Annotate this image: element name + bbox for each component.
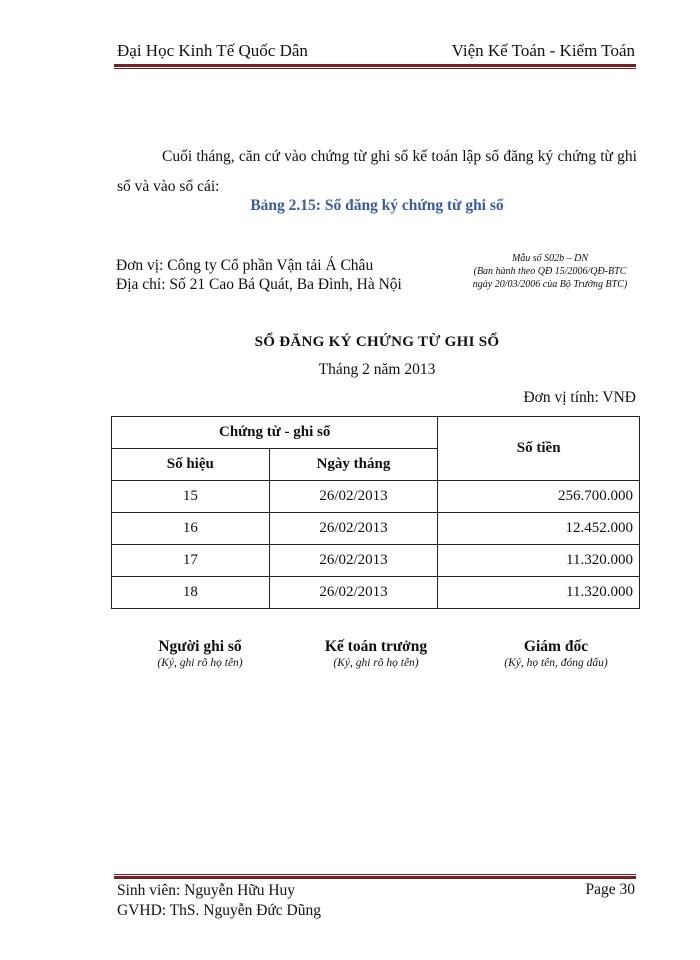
table-caption: Bảng 2.15: Sổ đăng ký chứng từ ghi sổ [250, 197, 504, 214]
footer-advisor: GVHD: ThS. Nguyễn Đức Dũng [117, 902, 322, 919]
header-school: Đại Học Kinh Tế Quốc Dân [117, 41, 308, 60]
form-note: (Ban hành theo QĐ 15/2006/QĐ-BTC ngày 20/03/2006 của Bộ Trưởng BTC) [472, 266, 628, 290]
register-table [111, 416, 640, 609]
unit-name: Đơn vị: Công ty Cổ phần Vận tải Á Châu [116, 257, 374, 274]
cell-date: 26/02/2013 [269, 481, 438, 513]
cell-number: 18 [112, 577, 270, 609]
page-number: Page 30 [585, 881, 635, 898]
header-department: Viện Kế Toán - Kiểm Toán [451, 41, 635, 60]
signature-role: Kế toán trưởng [324, 638, 428, 655]
signature-note: (Ký, ghi rõ họ tên) [333, 657, 419, 669]
cell-date: 26/02/2013 [269, 513, 438, 545]
date-header: Ngày tháng [269, 449, 438, 481]
cell-number: 15 [112, 481, 270, 513]
amount-header: Số tiền [438, 417, 640, 481]
currency-unit: Đơn vị tính: VNĐ [523, 389, 636, 406]
unit-address: Địa chỉ: Số 21 Cao Bá Quát, Ba Đình, Hà Nội [116, 276, 402, 293]
table-row [112, 513, 640, 545]
group-header: Chứng từ - ghi sổ [112, 417, 438, 449]
cell-amount: 12.452.000 [438, 513, 640, 545]
signature-role: Người ghi sổ [158, 638, 242, 655]
header-rule [114, 64, 636, 69]
table-row [112, 577, 640, 609]
signature-note: (Ký, ghi rõ họ tên) [157, 657, 243, 669]
table-row [112, 545, 640, 577]
cell-number: 16 [112, 513, 270, 545]
form-info [470, 252, 630, 291]
footer-student: Sinh viên: Nguyễn Hữu Huy [117, 882, 296, 899]
intro-paragraph: Cuối tháng, căn cứ vào chứng từ ghi sổ kế toán lập sổ đăng ký chứng từ ghi sổ và vào sổ cái: [117, 148, 637, 195]
cell-number: 17 [112, 545, 270, 577]
signature-role: Giám đốc [523, 638, 589, 655]
footer-rule [114, 874, 636, 879]
signature-note: (Ký, họ tên, đóng dấu) [504, 657, 608, 669]
table-header-row [112, 417, 640, 449]
number-header: Số hiệu [112, 449, 270, 481]
cell-date: 26/02/2013 [269, 577, 438, 609]
table-row [112, 481, 640, 513]
signature-recorder [133, 638, 267, 669]
unit-info [116, 256, 402, 294]
cell-date: 26/02/2013 [269, 545, 438, 577]
cell-amount: 11.320.000 [438, 577, 640, 609]
form-code: Mẫu số S02b – DN [511, 253, 589, 264]
signature-chief-accountant [303, 638, 449, 669]
signature-director [482, 638, 630, 669]
document-period: Tháng 2 năm 2013 [318, 361, 436, 378]
cell-amount: 256.700.000 [438, 481, 640, 513]
cell-amount: 11.320.000 [438, 545, 640, 577]
document-title: SỔ ĐĂNG KÝ CHỨNG TỪ GHI SỔ [254, 334, 500, 350]
